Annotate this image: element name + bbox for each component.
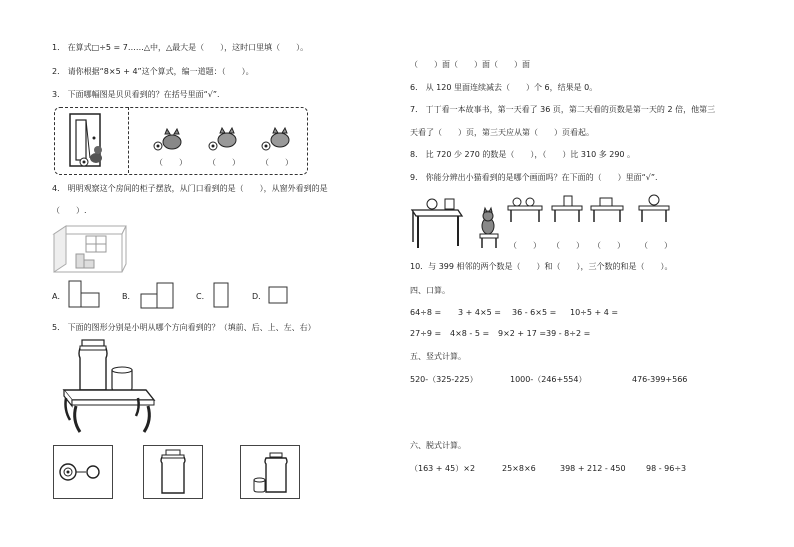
q4-option-b-label: B． <box>122 292 136 301</box>
stepwise-calc-4: 98 - 96÷3 <box>646 464 687 473</box>
section-6-title: 六、脱式计算。 <box>410 441 466 450</box>
question-10: 10．与 399 相邻的两个数是（ ）和（ ），三个数的和是（ ）。 <box>410 262 673 271</box>
question-1: 1． 在算式□÷5 = 7……△中，△最大是（ ），这时口里填（ ）。 <box>52 43 309 52</box>
question-3: 3． 下面哪幅图是贝贝看到的？在括号里面“√”. <box>52 90 220 99</box>
cat-option-3 <box>260 128 292 152</box>
q4-option-d-shape[interactable] <box>268 286 290 306</box>
cat-option-1 <box>152 128 184 152</box>
section-5-title: 五、竖式计算。 <box>410 352 466 361</box>
q4-option-a-shape[interactable] <box>68 280 102 308</box>
q9-answer-paren-1[interactable]: （ ） <box>509 241 541 250</box>
q9-option-2 <box>550 194 586 222</box>
question-8: 8． 比 720 少 270 的数是（ ），（ ）比 310 多 290 。 <box>410 150 636 159</box>
oral-calc-7: 9×2 + 17 = <box>498 329 547 338</box>
view-front-shape <box>156 449 190 495</box>
q9-option-4 <box>637 194 673 222</box>
stepwise-calc-2: 25×8×6 <box>502 464 536 473</box>
q4-option-a-label: A． <box>52 292 66 301</box>
q5-answer-blanks[interactable]: （ ）面（ ）面（ ）面 <box>410 60 530 69</box>
question-9: 9． 你能分辨出小猫看到的是哪个画面吗？在下面的（ ）里面“√”. <box>410 173 658 182</box>
q9-table-cat-illustration <box>410 196 504 250</box>
q3-answer-paren-3[interactable]: （ ） <box>261 158 293 167</box>
stepwise-calc-1: （163 + 45）×2 <box>410 464 476 473</box>
vertical-calc-2: 1000-（246+554） <box>510 375 587 384</box>
oral-calc-2: 3 + 4×5 = <box>458 308 502 317</box>
oral-calc-3: 36 - 6×5 = <box>512 308 557 317</box>
oral-calc-5: 27÷9 = <box>410 329 442 338</box>
q9-answer-paren-2[interactable]: （ ） <box>552 241 584 250</box>
door-with-cat-illustration <box>68 112 110 170</box>
room-illustration <box>52 224 128 274</box>
question-4: 4． 明明观察这个房间的柜子摆放，从门口看到的是（ ），从窗外看到的是 <box>52 184 328 193</box>
cat-option-2 <box>207 128 239 152</box>
table-bottle-cup-illustration <box>60 340 160 436</box>
q4-option-b-shape[interactable] <box>140 282 176 308</box>
vertical-calc-3: 476-399+566 <box>632 375 688 384</box>
question-2: 2． 请你根据“8×5 + 4”这个算式，编一道题：（ ）。 <box>52 67 254 76</box>
oral-calc-6: 4×8 - 5 = <box>450 329 490 338</box>
q9-answer-paren-3[interactable]: （ ） <box>593 241 625 250</box>
q3-answer-paren-1[interactable]: （ ） <box>155 158 187 167</box>
question-7-continued: 天看了（ ）页，第三天应从第（ ）页看起。 <box>410 128 594 137</box>
oral-calc-8: 39 - 8÷2 = <box>546 329 591 338</box>
view-top-shape <box>58 462 108 482</box>
q4-option-c-shape[interactable] <box>212 282 232 308</box>
question-7: 7． 丁丁看一本故事书，第一天看了 36 页，第二天看的页数是第一天的 2 倍，他第三 <box>410 105 716 114</box>
q9-option-1 <box>506 196 546 222</box>
question-4-continued: （ ）. <box>52 206 87 215</box>
question-5: 5． 下面的图形分别是小明从哪个方向看到的？（填前、后、上、左、右） <box>52 323 316 332</box>
q9-answer-paren-4[interactable]: （ ） <box>640 241 672 250</box>
q3-answer-paren-2[interactable]: （ ） <box>208 158 240 167</box>
vertical-calc-1: 520-（325-225） <box>410 375 478 384</box>
q4-option-d-label: D． <box>252 292 267 301</box>
question-6: 6． 从 120 里面连续减去（ ）个 6，结果是 0。 <box>410 83 598 92</box>
stepwise-calc-3: 398 + 212 - 450 <box>560 464 626 473</box>
oral-calc-1: 64÷8 = <box>410 308 442 317</box>
q4-option-c-label: C． <box>196 292 210 301</box>
oral-calc-4: 10÷5 + 4 = <box>570 308 619 317</box>
q3-divider <box>128 107 129 173</box>
q9-option-3 <box>589 196 625 222</box>
section-4-title: 四、口算。 <box>410 286 450 295</box>
view-side-shape <box>250 452 294 494</box>
